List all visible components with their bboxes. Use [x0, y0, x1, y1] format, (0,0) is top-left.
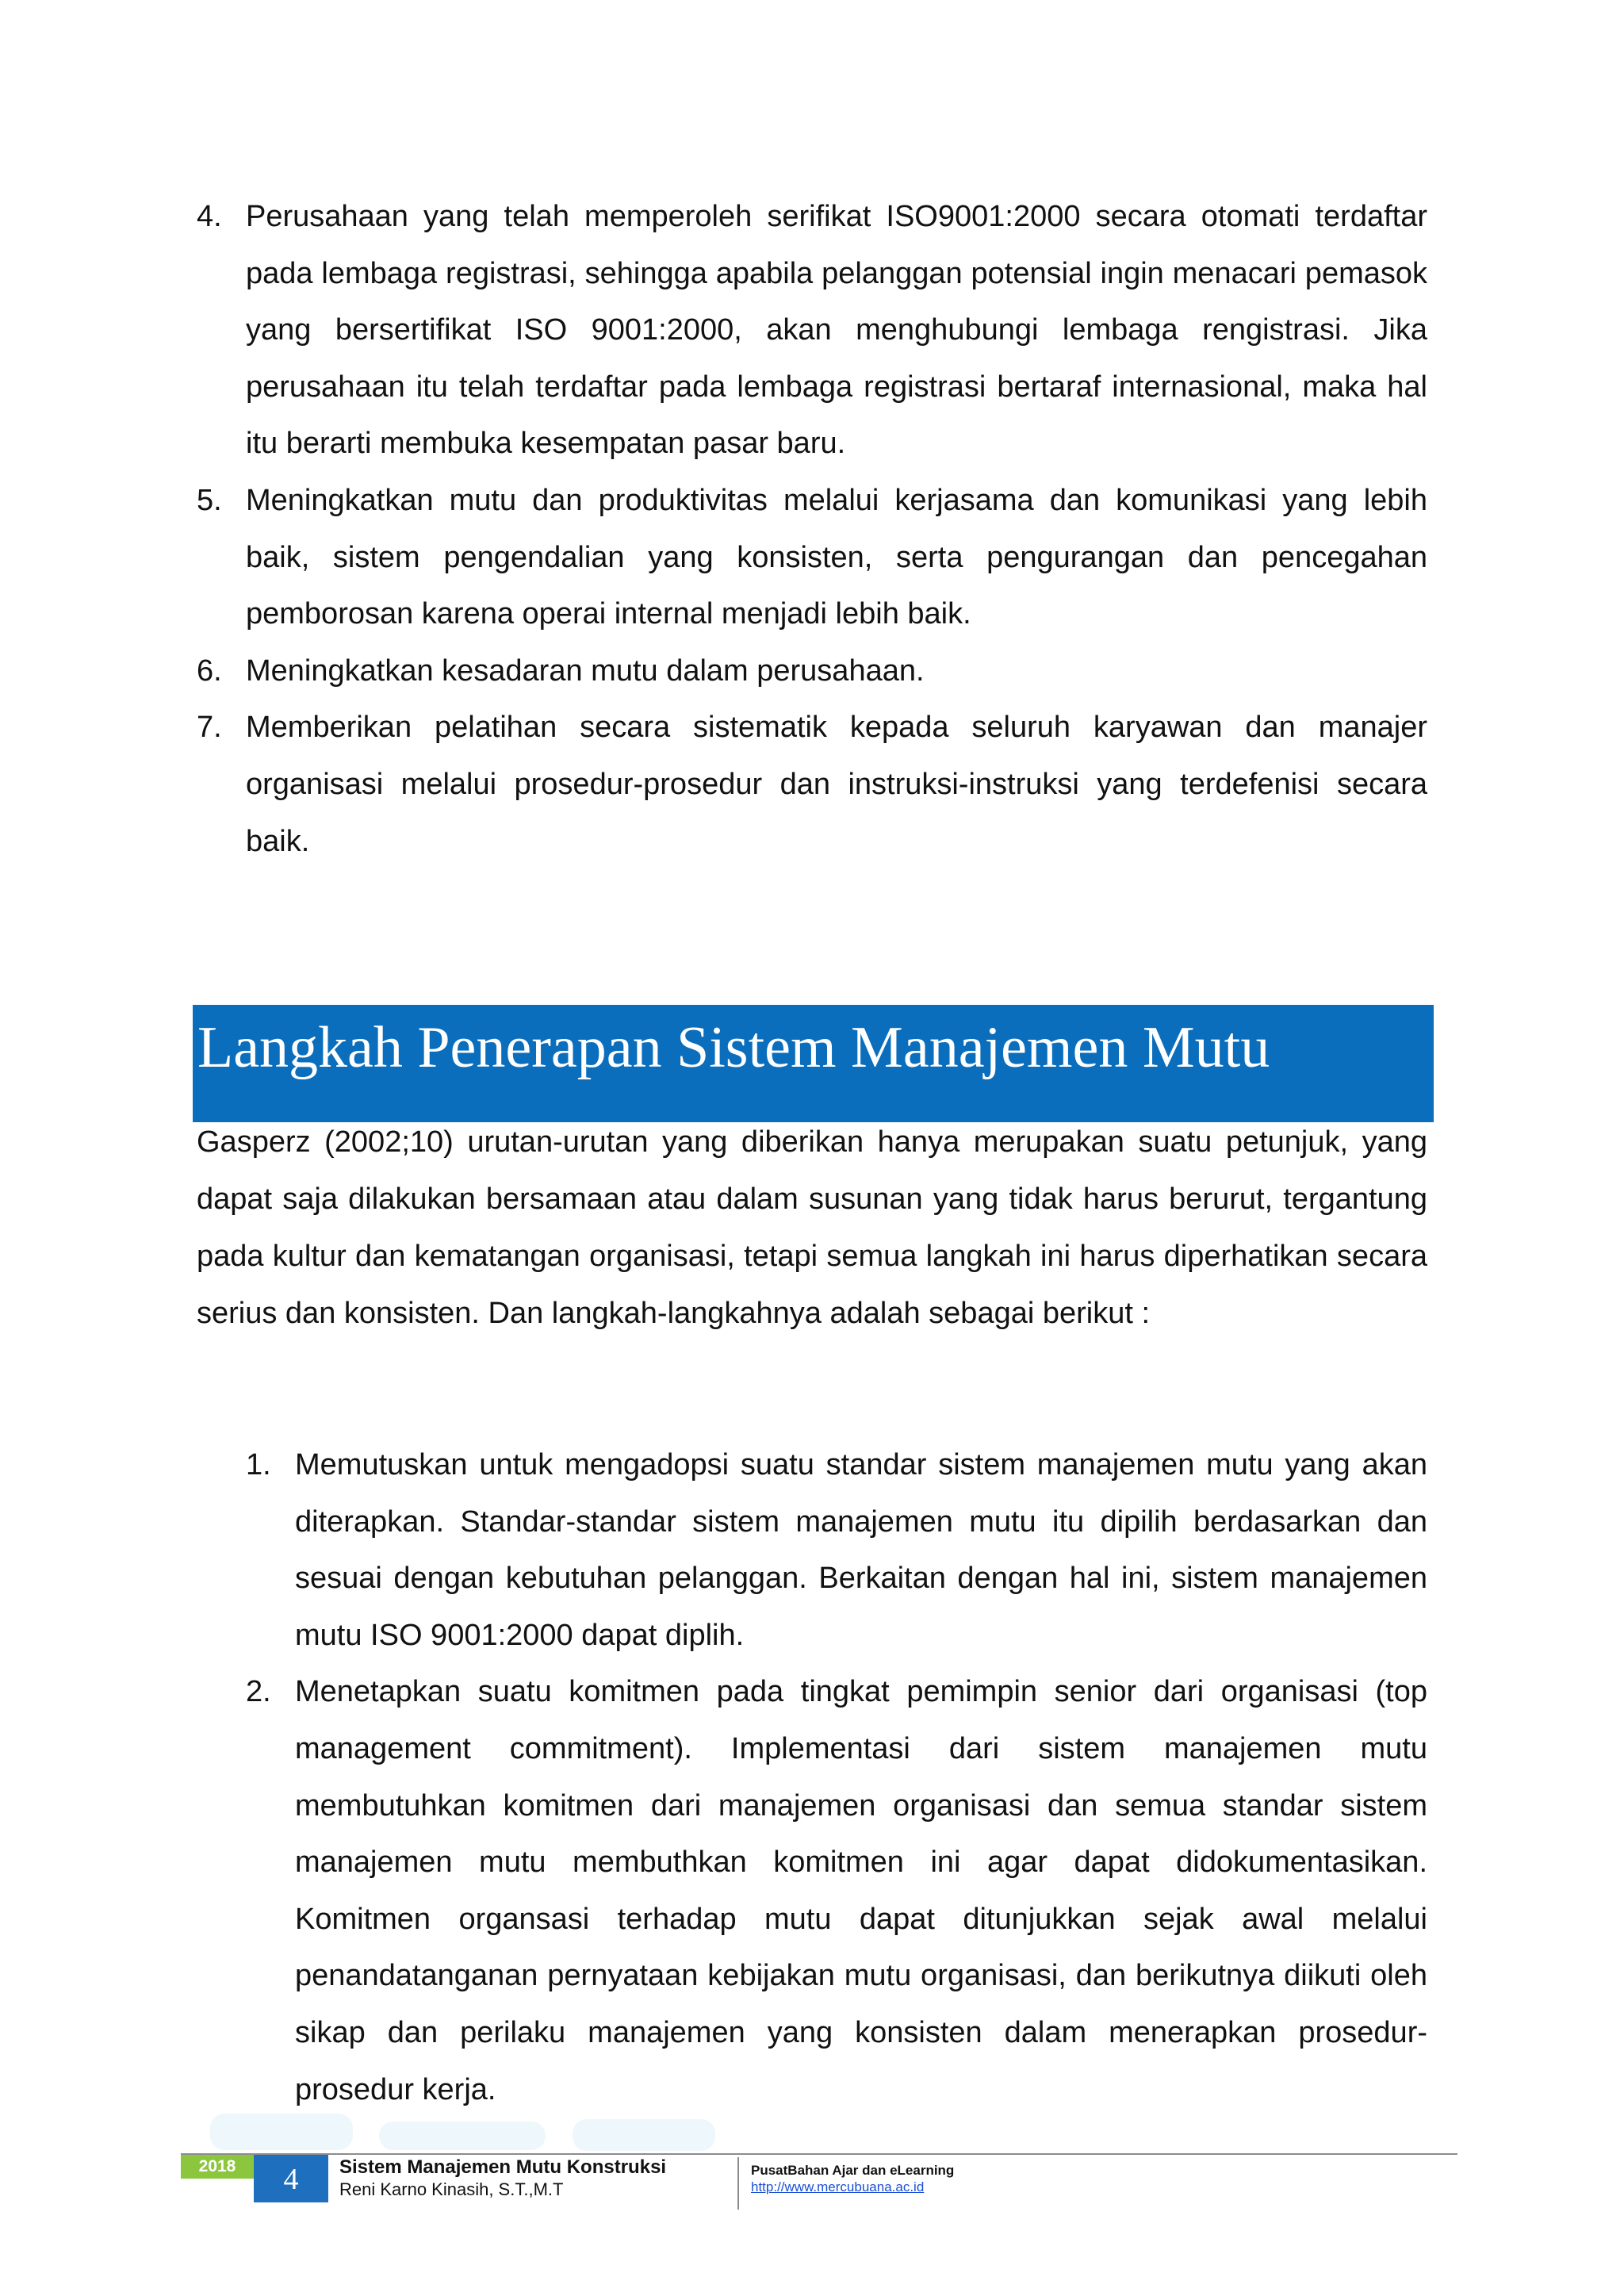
intro-paragraph: Gasperz (2002;10) urutan-urutan yang diberikan hanya merupakan suatu petunjuk, yang dapat saja dilakukan bersamaan atau dalam susunan yang tidak harus berurut, tergantung pada kultur dan kematangan organisasi, tetapi semua langkah ini harus diperhatikan secara serius dan konsisten. Dan langkah-langkahnya adalah sebagai berikut :	[197, 1125, 1427, 1330]
list-text: Meningkatkan mutu dan produktivitas melalui kerjasama dan komunikasi yang lebih baik, sistem pengendalian yang konsisten, serta pengurangan dan pencegahan pemborosan karena operai internal menjadi lebih baik.	[246, 483, 1427, 631]
page-number: 4	[254, 2155, 328, 2202]
list-item	[246, 1437, 1427, 1664]
watermark-shape	[379, 2122, 546, 2150]
list-number: 2.	[246, 1675, 271, 1709]
list-text: Menetapkan suatu komitmen pada tingkat pemimpin senior dari organisasi (top management commitment). Implementasi dari sistem manajemen mutu membutuhkan komitmen dari manajemen organisasi dan semua standar sistem manajemen mutu membuthkan komitmen ini agar dapat didokumentasikan. Komitmen organsasi terhadap mutu dapat ditunjukkan sejak awal melalui penandatanganan pernyataan kebijakan mutu organisasi, dan berikutnya diikuti oleh sikap dan perilaku manajemen yang konsisten dalam menerapkan prosedur-prosedur kerja.	[295, 1675, 1427, 2106]
list-text: Memberikan pelatihan secara sistematik kepada seluruh karyawan dan manajer organisasi melalui prosedur-prosedur dan instruksi-instruksi yang terdefenisi secara baik.	[246, 711, 1427, 858]
year-badge: 2018	[181, 2155, 254, 2179]
footer-divider	[737, 2157, 739, 2210]
list-item	[246, 1664, 1427, 2118]
list-item	[197, 643, 1427, 700]
list-text: Meningkatkan kesadaran mutu dalam perusahaan.	[246, 654, 925, 688]
section-heading-bar	[193, 1005, 1434, 1122]
author-name: Reni Karno Kinasih, S.T.,M.T	[339, 2179, 564, 2199]
center-name: PusatBahan Ajar dan eLearning	[751, 2163, 955, 2178]
list-item	[197, 700, 1427, 870]
list-text: Perusahaan yang telah memperoleh serifikat ISO9001:2000 secara otomati terdaftar pada lembaga registrasi, sehingga apabila pelanggan potensial ingin menacari pemasok yang bersertifikat ISO 9001:2000, akan menghubungi lembaga rengistrasi. Jika perusahaan itu telah terdaftar pada lembaga registrasi bertaraf internasional, maka hal itu berarti membuka kesempatan pasar baru.	[246, 200, 1427, 461]
list-number: 7.	[197, 711, 222, 745]
center-url-link[interactable]: http://www.mercubuana.ac.id	[751, 2179, 925, 2194]
list-number: 5.	[197, 483, 222, 517]
list-item	[197, 189, 1427, 473]
footer-rule	[181, 2153, 1457, 2155]
benefits-list	[197, 189, 1427, 870]
steps-list	[246, 1437, 1427, 2118]
list-item	[197, 473, 1427, 643]
section-heading: Langkah Penerapan Sistem Manajemen Mutu	[197, 1015, 1270, 1080]
watermark-shape	[210, 2114, 353, 2150]
list-text: Memutuskan untuk mengadopsi suatu standar sistem manajemen mutu yang akan diterapkan. Standar-standar sistem manajemen mutu itu dipilih berdasarkan dan sesuai dengan kebutuhan pelanggan. Berkaitan dengan hal ini, sistem manajemen mutu ISO 9001:2000 dapat diplih.	[295, 1448, 1427, 1652]
course-title: Sistem Manajemen Mutu Konstruksi	[339, 2156, 667, 2178]
list-number: 6.	[197, 654, 222, 688]
watermark-shape	[573, 2119, 715, 2151]
list-number: 1.	[246, 1448, 271, 1481]
list-number: 4.	[197, 200, 222, 233]
